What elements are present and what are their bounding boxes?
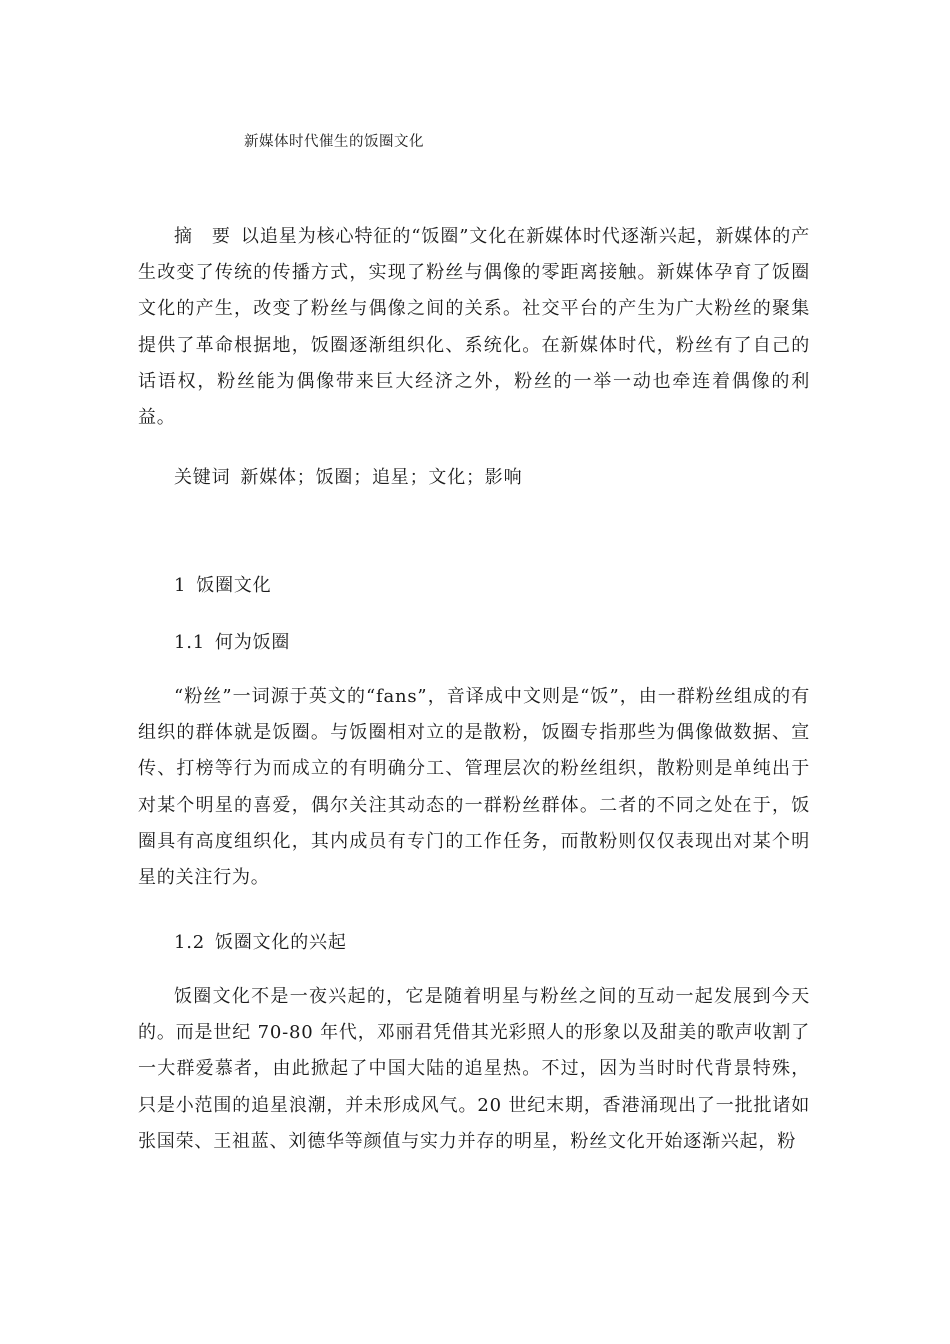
abstract-label: 摘 要 <box>174 226 231 247</box>
keywords-text: 新媒体；饭圈；追星；文化；影响 <box>240 467 523 488</box>
section-number: 1.1 <box>174 632 206 653</box>
section-title: 饭圈文化的兴起 <box>215 932 347 953</box>
section-heading-1 <box>138 568 810 604</box>
section-title: 饭圈文化 <box>196 575 272 596</box>
document-title: 新媒体时代催生的饭圈文化 <box>244 134 424 150</box>
section-heading-1-2 <box>138 925 810 961</box>
section-number: 1.2 <box>174 932 206 953</box>
body-paragraph-1: “粉丝”一词源于英文的“fans”，音译成中文则是“饭”，由一群粉丝组成的有组织的群体就是饭圈。与饭圈相对立的是散粉，饭圈专指那些为偶像做数据、宣传、打榜等行为而成立的有明确分工、管理层次的粉丝组织，散粉则是单纯出于对某个明星的喜爱，偶尔关注其动态的一群粉丝群体。二者的不同之处在于，饭圈具有高度组织化，其内成员有专门的工作任务，而散粉则仅仅表现出对某个明星的关注行为。 <box>138 686 810 889</box>
body-paragraph-2: 饭圈文化不是一夜兴起的，它是随着明星与粉丝之间的互动一起发展到今天的。而是世纪 70-80 年代，邓丽君凭借其光彩照人的形象以及甜美的歌声收割了一大群爱慕者，由此掀起了中国大陆的追星热。不过，因为当时时代背景特殊，只是小范围的追星浪潮，并未形成风气。20 世纪末期，香港涌现出了一批批诸如张国荣、王祖蓝、刘德华等颜值与实力并存的明星，粉丝文化开始逐渐兴起，粉 <box>138 986 810 1152</box>
keywords-label: 关键词 <box>174 467 231 488</box>
abstract-text: 以追星为核心特征的“饭圈”文化在新媒体时代逐渐兴起，新媒体的产生改变了传统的传播方式，实现了粉丝与偶像的零距离接触。新媒体孕育了饭圈文化的产生，改变了粉丝与偶像之间的关系。社交平台的产生为广大粉丝的聚集提供了革命根据地，饭圈逐渐组织化、系统化。在新媒体时代，粉丝有了自己的话语权，粉丝能为偶像带来巨大经济之外，粉丝的一举一动也牵连着偶像的利益。 <box>138 226 811 429</box>
section-number: 1 <box>174 575 187 596</box>
section-heading-1-1 <box>138 625 810 661</box>
abstract-paragraph <box>138 219 810 436</box>
section-title: 何为饭圈 <box>215 632 291 653</box>
keywords-line <box>138 460 810 496</box>
